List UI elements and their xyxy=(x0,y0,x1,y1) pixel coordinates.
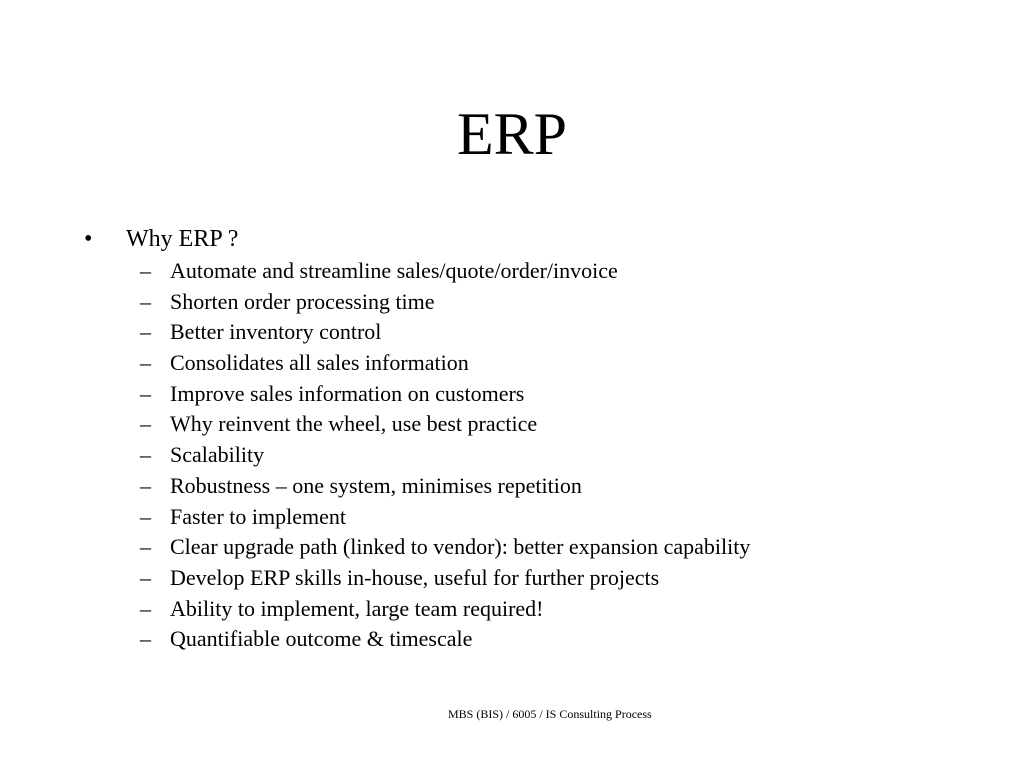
bullet-label: Why ERP ? xyxy=(126,226,239,252)
sub-bullet-text: Better inventory control xyxy=(170,319,382,345)
sub-bullet-text: Faster to implement xyxy=(170,503,346,529)
sub-bullet-item xyxy=(84,348,984,379)
sub-bullet-item xyxy=(84,409,984,440)
sub-bullet-item xyxy=(84,287,984,318)
sub-bullet-marker: – xyxy=(140,472,151,498)
sub-bullet-item xyxy=(84,379,984,410)
sub-bullet-marker: – xyxy=(140,442,151,468)
sub-bullet-text: Ability to implement, large team required! xyxy=(170,595,544,621)
sub-bullet-item xyxy=(84,317,984,348)
sub-bullet-item xyxy=(84,563,984,594)
sub-bullet-marker: – xyxy=(140,288,151,314)
sub-bullet-text: Shorten order processing time xyxy=(170,288,435,314)
bullet-item-why-erp xyxy=(84,222,984,256)
sub-bullet-text: Develop ERP skills in-house, useful for further projects xyxy=(170,564,660,590)
sub-bullet-marker: – xyxy=(140,350,151,376)
sub-bullet-item xyxy=(84,624,984,655)
sub-bullet-text: Quantifiable outcome & timescale xyxy=(170,626,473,652)
sub-bullet-text: Why reinvent the wheel, use best practice xyxy=(170,411,538,437)
sub-bullet-item xyxy=(84,532,984,563)
sub-bullet-marker: – xyxy=(140,380,151,406)
sub-bullet-marker: – xyxy=(140,411,151,437)
sub-bullet-item xyxy=(84,440,984,471)
slide-footer: MBS (BIS) / 6005 / IS Consulting Process xyxy=(448,707,652,721)
sub-bullet-text: Consolidates all sales information xyxy=(170,350,469,376)
sub-bullet-item xyxy=(84,256,984,287)
bullet-list xyxy=(84,222,984,655)
sub-bullet-text: Clear upgrade path (linked to vendor): better expansion capability xyxy=(170,534,751,560)
sub-bullet-item xyxy=(84,502,984,533)
sub-bullet-marker: – xyxy=(140,626,151,652)
sub-bullet-text: Scalability xyxy=(170,442,265,468)
sub-bullet-marker: – xyxy=(140,564,151,590)
sub-bullet-marker: – xyxy=(140,258,151,283)
sub-bullet-marker: – xyxy=(140,534,151,560)
slide-title: ERP xyxy=(456,101,568,167)
sub-bullet-marker: – xyxy=(140,319,151,345)
sub-bullet-text: Improve sales information on customers xyxy=(170,380,525,406)
sub-bullet-marker: – xyxy=(140,595,151,621)
bullet-marker: • xyxy=(84,226,93,252)
sub-bullet-item xyxy=(84,594,984,625)
sub-bullet-item xyxy=(84,471,984,502)
sub-bullet-text: Robustness – one system, minimises repetition xyxy=(170,472,582,498)
sub-bullet-marker: – xyxy=(140,503,151,529)
sub-bullet-list xyxy=(84,256,984,655)
sub-bullet-text: Automate and streamline sales/quote/order/invoice xyxy=(170,258,618,283)
